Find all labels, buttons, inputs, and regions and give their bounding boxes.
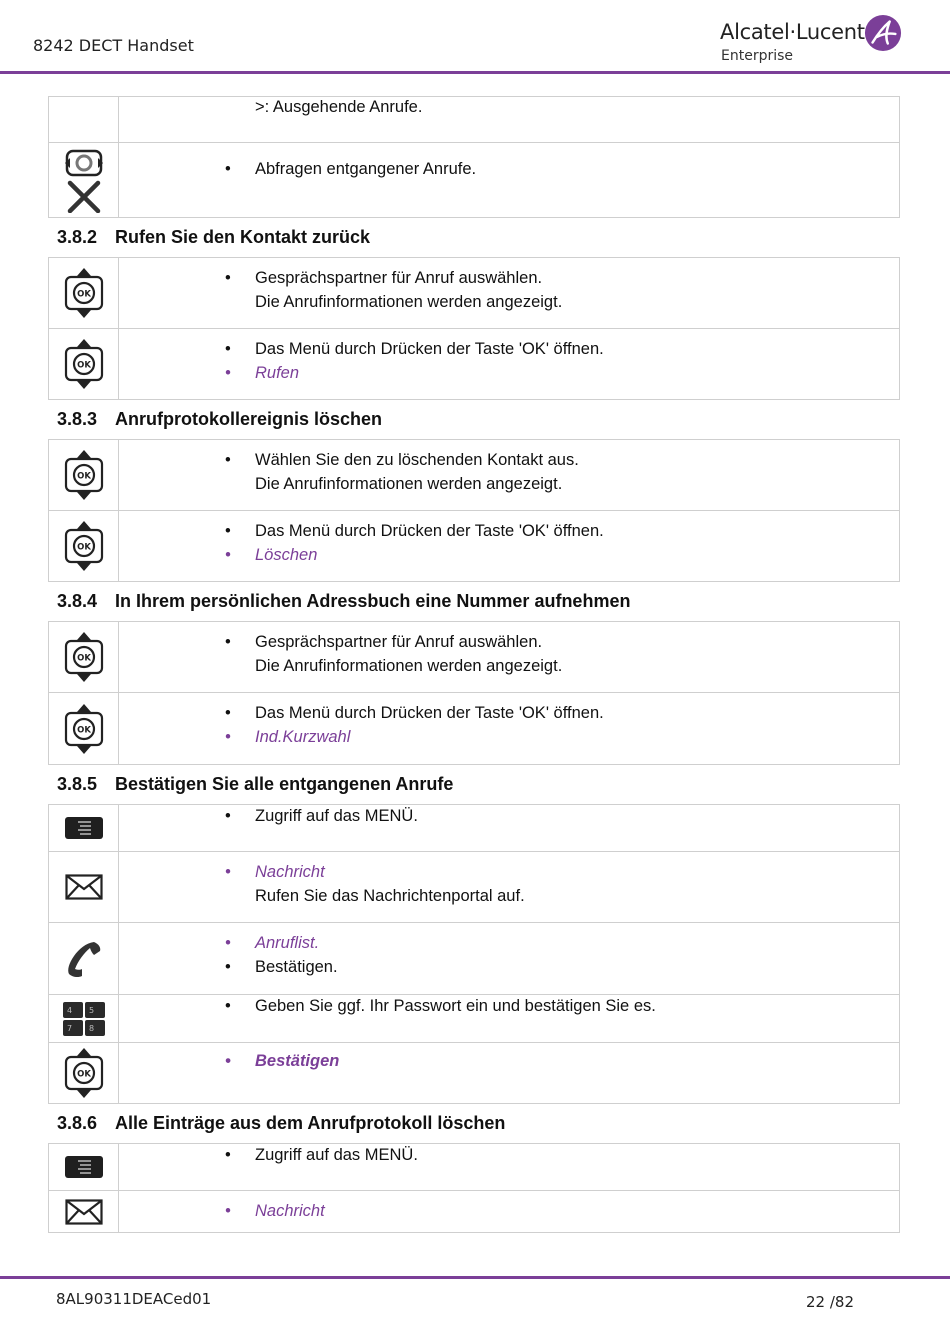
steps-table [48,257,900,400]
section-heading [48,772,900,796]
steps-table [48,804,900,1104]
document-code: 8AL90311DEACed01 [56,1290,212,1308]
ok-navigator-icon [64,450,104,500]
step-bullet: • Geben Sie ggf. Ihr Passwort ein und bestätigen Sie es. [119,994,899,1018]
step-bullet: • Zugriff auf das MENÜ. [119,804,899,828]
svg-text:5: 5 [88,1005,94,1015]
brand-logo-block [720,14,910,66]
section-title: Rufen Sie den Kontakt zurück [115,227,371,247]
step-bullet: • Gesprächspartner für Anruf auswählen. [119,266,899,290]
step-bullet: • Bestätigen. [119,955,899,979]
icon-cell [49,511,119,582]
menu-link-bestaetigen[interactable]: • Bestätigen [119,1049,899,1073]
keypad-icon [62,1001,106,1037]
brand-subtitle: Enterprise [721,48,794,64]
svg-text:OK: OK [76,471,91,482]
menu-link-ind-kurzwahl[interactable]: • Ind.Kurzwahl [119,725,899,749]
table-row [49,440,900,511]
svg-text:4: 4 [66,1005,72,1015]
step-subtext: Die Anrufinformationen werden angezeigt. [255,293,563,311]
svg-text:OK: OK [76,653,91,664]
menu-key-icon [64,816,104,840]
menu-link-nachricht[interactable]: • Nachricht [119,860,899,884]
menu-key-icon [64,1155,104,1179]
icon-cell [49,1144,119,1191]
section-number: 3.8.2 [57,227,98,247]
section-number: 3.8.5 [57,774,98,794]
section-number: 3.8.6 [57,1113,98,1133]
envelope-icon [65,874,103,900]
nav-cross-icon [64,147,104,213]
brand-name: Alcatel·Lucent [720,20,865,44]
step-bullet: • Das Menü durch Drücken der Taste 'OK' öffnen. [119,701,899,725]
menu-link-anruflist[interactable]: • Anruflist. [119,931,899,955]
table-row [49,995,900,1043]
icon-cell [49,693,119,765]
svg-text:OK: OK [76,1069,91,1080]
icon-cell [49,622,119,693]
menu-link-nachricht[interactable]: • Nachricht [119,1199,899,1223]
menu-link-rufen[interactable]: • Rufen [119,361,899,385]
intro-steps-table [48,96,900,218]
table-row [49,143,900,218]
step-text: >: Ausgehende Anrufe. [255,98,423,116]
step-subtext: Rufen Sie das Nachrichtenportal auf. [255,887,525,905]
steps-table [48,621,900,765]
table-row [49,258,900,329]
section-number: 3.8.3 [57,409,98,429]
table-row [49,1144,900,1191]
section-title: Bestätigen Sie alle entgangenen Anrufe [115,774,454,794]
step-bullet: • Abfragen entgangener Anrufe. [119,157,899,181]
icon-cell [49,805,119,852]
section-title: Alle Einträge aus dem Anrufprotokoll löschen [115,1113,506,1133]
step-subtext: Die Anrufinformationen werden angezeigt. [255,657,563,675]
icon-cell [49,329,119,400]
header-rule [0,71,950,74]
handset-icon [64,939,104,979]
table-row [49,1191,900,1233]
table-row [49,1043,900,1104]
step-bullet: • Das Menü durch Drücken der Taste 'OK' öffnen. [119,337,899,361]
steps-table [48,1143,900,1233]
svg-text:OK: OK [76,542,91,553]
step-bullet: • Das Menü durch Drücken der Taste 'OK' öffnen. [119,519,899,543]
section-heading [48,407,900,431]
footer-rule [0,1276,950,1279]
table-row [49,693,900,765]
icon-cell [49,852,119,923]
step-bullet: • Gesprächspartner für Anruf auswählen. [119,630,899,654]
section-heading [48,589,900,613]
svg-text:8: 8 [88,1023,94,1033]
svg-text:OK: OK [76,289,91,300]
icon-cell [49,1191,119,1233]
steps-table [48,439,900,582]
page-number: 22 /82 [806,1293,854,1311]
table-row [49,97,900,143]
document-title: 8242 DECT Handset [33,36,194,55]
step-bullet: • Zugriff auf das MENÜ. [119,1143,899,1167]
table-row [49,329,900,400]
ok-navigator-icon [64,521,104,571]
table-row [49,805,900,852]
svg-text:7: 7 [66,1023,72,1033]
step-bullet: • Wählen Sie den zu löschenden Kontakt aus. [119,448,899,472]
envelope-icon [65,1199,103,1225]
icon-cell [49,143,119,218]
section-heading [48,225,900,249]
brand-emblem-icon [864,14,902,52]
section-number: 3.8.4 [57,591,98,611]
table-row [49,511,900,582]
section-title: In Ihrem persönlichen Adressbuch eine Nummer aufnehmen [115,591,631,611]
section-title: Anrufprotokollereignis löschen [115,409,383,429]
ok-navigator-icon [64,339,104,389]
table-row [49,923,900,995]
ok-navigator-icon [64,632,104,682]
table-row [49,852,900,923]
icon-cell [49,1043,119,1104]
icon-cell [49,995,119,1043]
icon-cell [49,923,119,995]
menu-link-loeschen[interactable]: • Löschen [119,543,899,567]
ok-navigator-icon [64,704,104,754]
section-heading [48,1111,900,1135]
step-subtext: Die Anrufinformationen werden angezeigt. [255,475,563,493]
ok-navigator-icon [64,268,104,318]
icon-cell [49,97,119,143]
icon-cell [49,258,119,329]
table-row [49,622,900,693]
icon-cell [49,440,119,511]
svg-text:OK: OK [76,360,91,371]
svg-text:OK: OK [76,725,91,735]
main-content [48,96,900,1233]
ok-navigator-icon [64,1048,104,1098]
page-header [0,0,950,74]
